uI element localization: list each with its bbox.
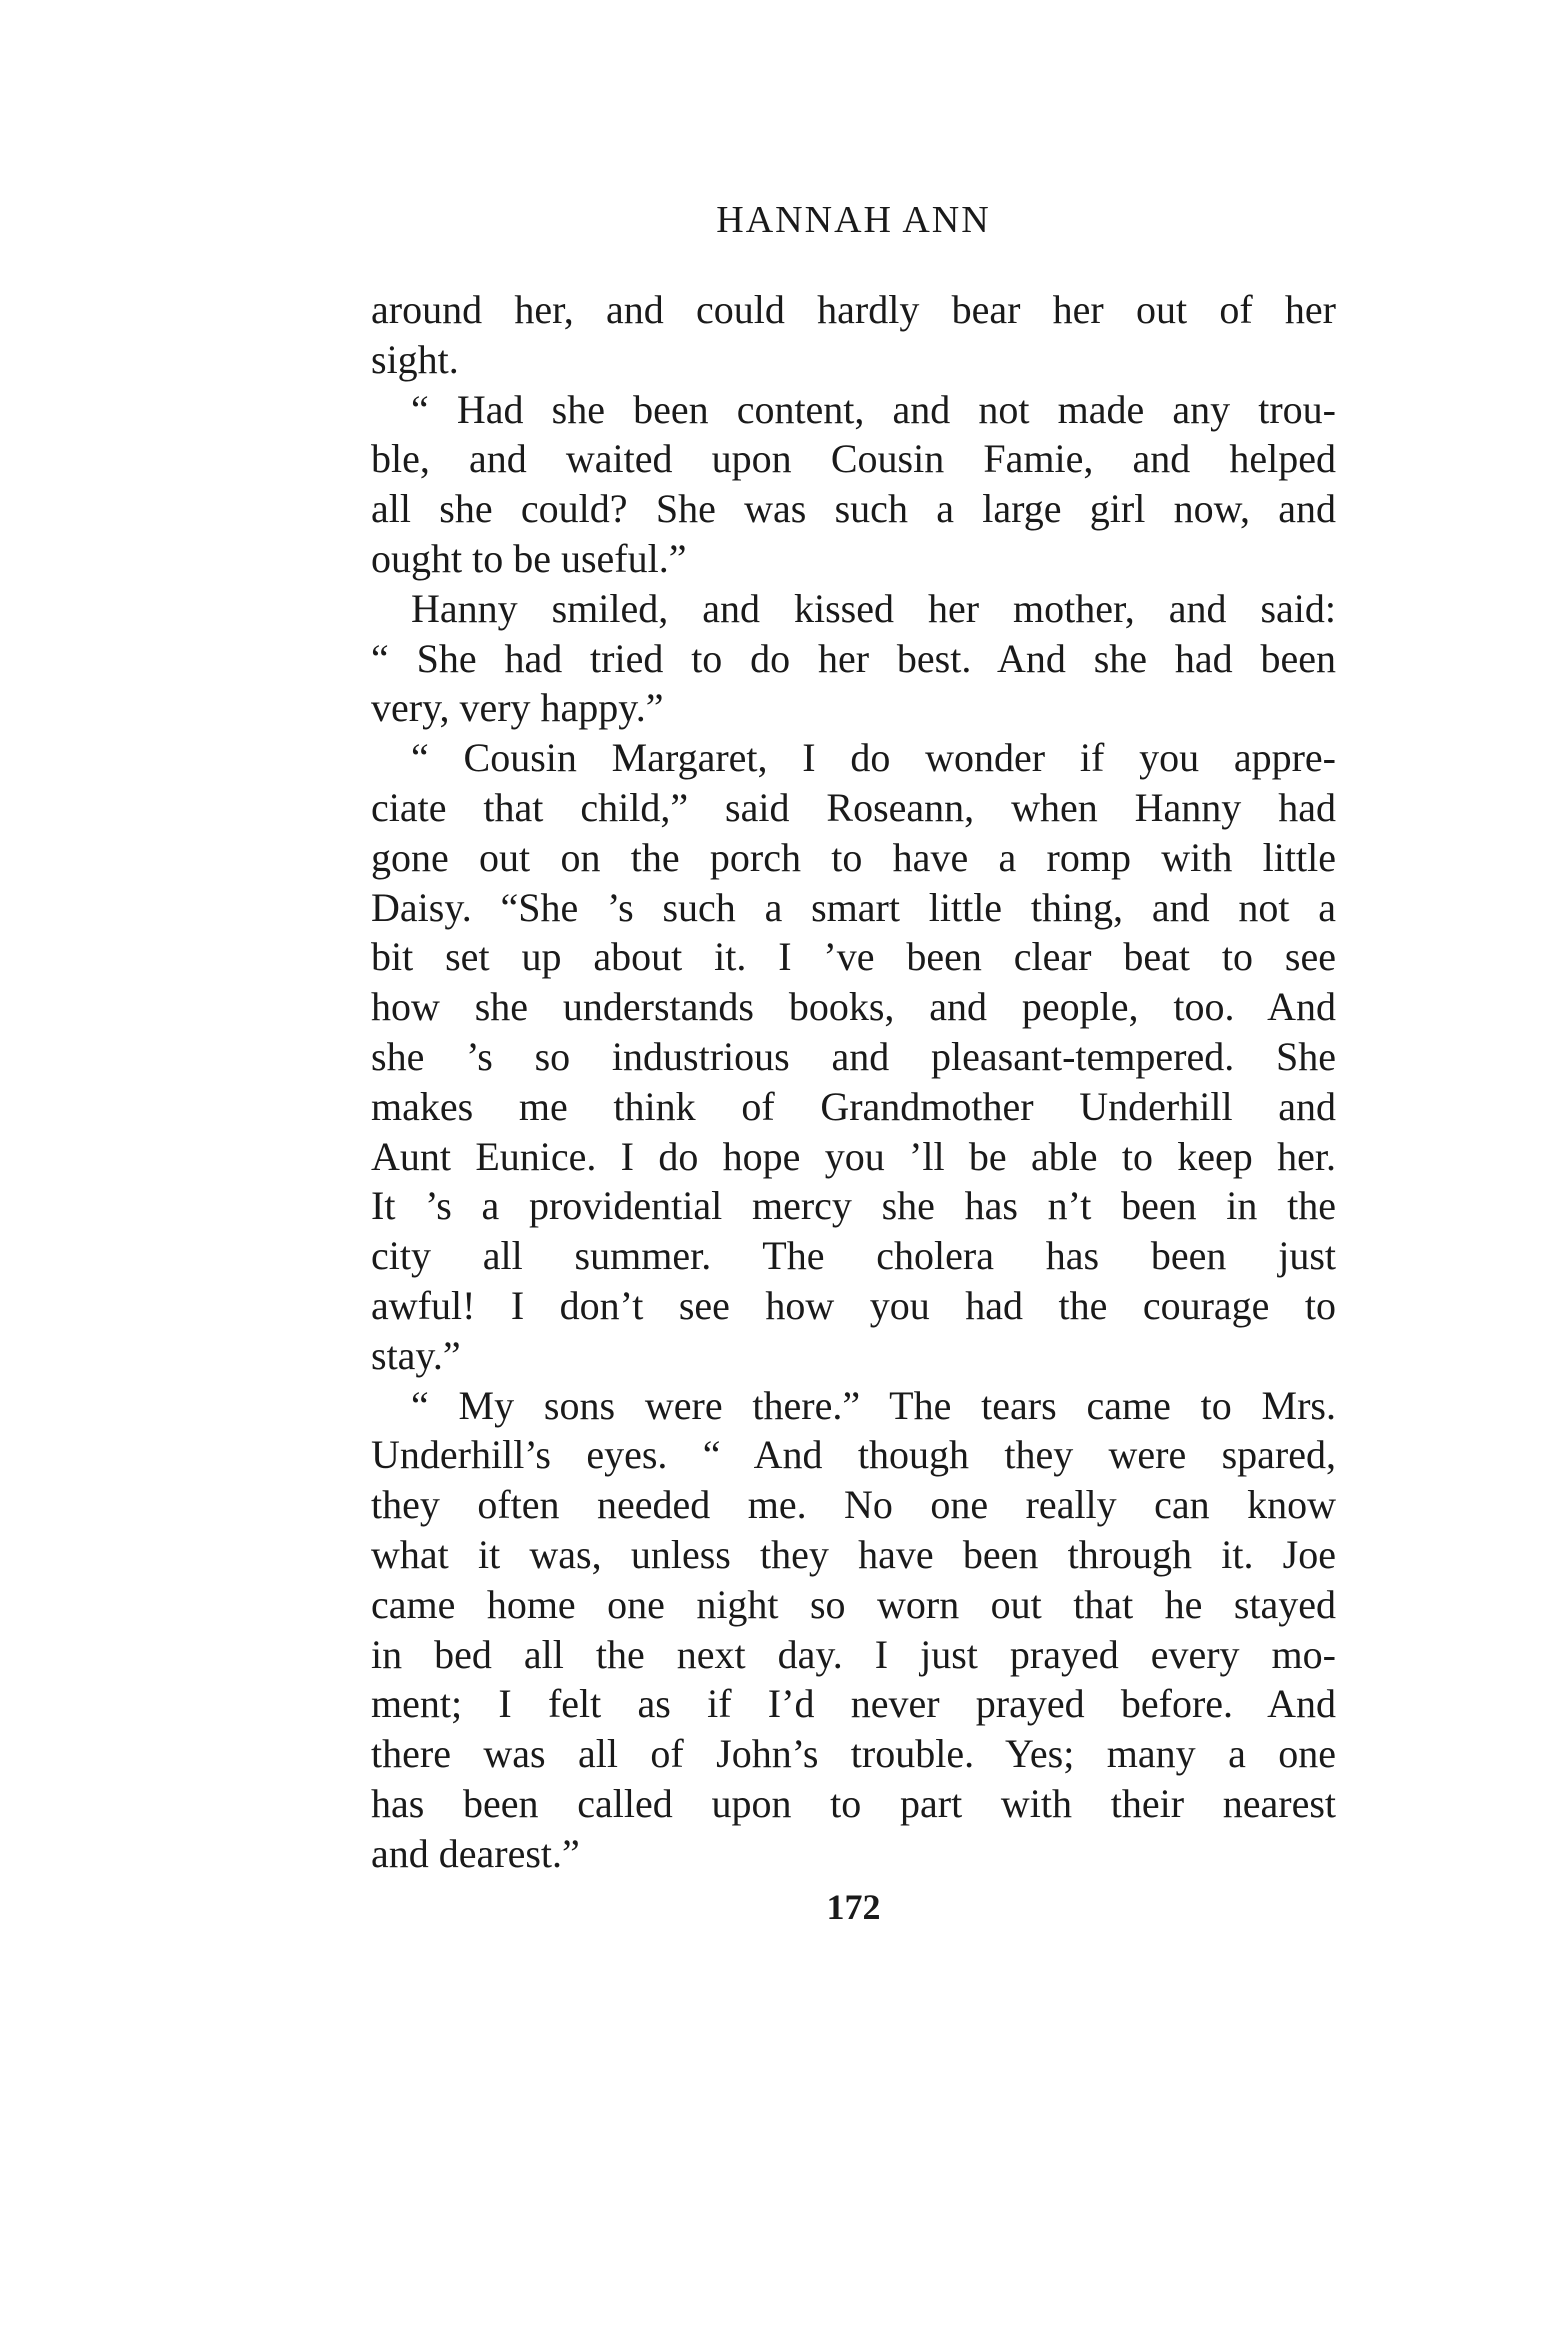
text-line: there was all of John’s trouble. Yes; many a one: [371, 1731, 1336, 1777]
text-line: came home one night so worn out that he stayed: [371, 1581, 1336, 1627]
running-head: HANNAH ANN: [716, 199, 991, 241]
text-line: “ She had tried to do her best. And she had been: [371, 635, 1336, 681]
text-line: in bed all the next day. I just prayed every mo-: [371, 1631, 1336, 1677]
text-line: makes me think of Grandmother Underhill and: [371, 1083, 1336, 1129]
text-line: sight.: [371, 336, 459, 382]
text-line: has been called upon to part with their nearest: [371, 1780, 1336, 1826]
text-line: “ Had she been content, and not made any trou-: [411, 386, 1336, 432]
text-line: all she could? She was such a large girl now, and: [371, 486, 1336, 532]
text-line: awful! I don’t see how you had the courage to: [371, 1282, 1336, 1328]
text-line: city all summer. The cholera has been just: [371, 1233, 1336, 1279]
text-line: stay.”: [371, 1332, 461, 1378]
text-line: Aunt Eunice. I do hope you ’ll be able to keep her.: [371, 1133, 1336, 1179]
text-line: ciate that child,” said Roseann, when Hanny had: [371, 784, 1336, 830]
body-text: [371, 285, 1336, 1879]
text-line: and dearest.”: [371, 1830, 580, 1876]
text-line: ble, and waited upon Cousin Famie, and helped: [371, 436, 1336, 482]
text-line: how she understands books, and people, too. And: [371, 984, 1336, 1030]
text-line: “ My sons were there.” The tears came to Mrs.: [411, 1382, 1336, 1428]
text-line: Daisy. “She ’s such a smart little thing, and not a: [371, 884, 1336, 930]
text-line: they often needed me. No one really can know: [371, 1482, 1336, 1528]
text-line: Hanny smiled, and kissed her mother, and said:: [411, 585, 1336, 631]
text-line: around her, and could hardly bear her out of her: [371, 287, 1336, 332]
text-line: ought to be useful.”: [371, 535, 687, 581]
page-number: 172: [826, 1887, 881, 1927]
text-line: “ Cousin Margaret, I do wonder if you appre-: [411, 735, 1336, 781]
text-line: It ’s a providential mercy she has n’t been in the: [371, 1183, 1336, 1229]
text-line: what it was, unless they have been through it. Joe: [371, 1531, 1336, 1577]
text-line: bit set up about it. I ’ve been clear beat to see: [371, 934, 1336, 980]
text-line: gone out on the porch to have a romp with little: [371, 834, 1336, 880]
text-line: ment; I felt as if I’d never prayed before. And: [371, 1681, 1336, 1727]
text-line: very, very happy.”: [371, 685, 664, 731]
text-line: she ’s so industrious and pleasant-tempered. She: [371, 1033, 1336, 1079]
text-line: Underhill’s eyes. “ And though they were spared,: [371, 1432, 1336, 1478]
